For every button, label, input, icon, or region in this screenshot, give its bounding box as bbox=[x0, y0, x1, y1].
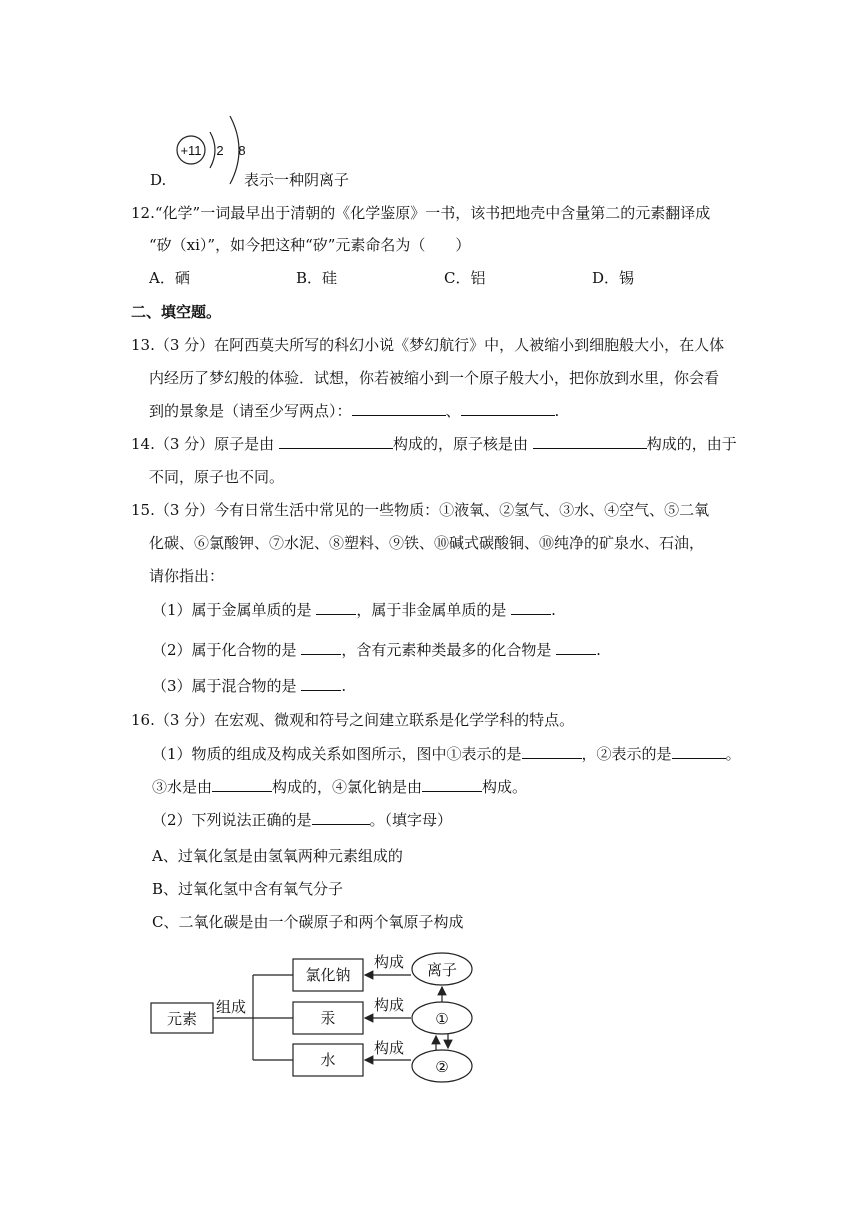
q16-sub-1-line-2 bbox=[152, 777, 527, 797]
q15-sub-3 bbox=[152, 676, 346, 696]
q13-separator: 、 bbox=[445, 402, 461, 420]
water-label: 水 bbox=[320, 1051, 336, 1069]
compose-label: 组成 bbox=[215, 998, 247, 1016]
q15-blank-nonmetal[interactable] bbox=[511, 600, 551, 615]
q12-line-2: “矽（xi）”，如今把这种“矽”元素命名为（ ） bbox=[149, 236, 471, 254]
constitute-label-2: 构成 bbox=[373, 996, 405, 1014]
q15-sub1-prompt: （1）属于金属单质的是 bbox=[152, 601, 312, 619]
q12-option-b: B．硅 bbox=[296, 269, 338, 287]
q16-option-c: C、二氧化碳是由一个碳原子和两个氧原子构成 bbox=[152, 913, 464, 931]
q15-sub2-mid: ，含有元素种类最多的化合物是 bbox=[341, 641, 552, 659]
q12-option-c: C．铝 bbox=[444, 269, 486, 287]
q14-mid: 构成的，原子核是由 bbox=[392, 435, 528, 453]
q16-nacl-prompt: 构成的，④氯化钠是由 bbox=[272, 778, 423, 796]
q15-sub2-end: . bbox=[596, 641, 601, 659]
q14-line-2: 不同，原子也不同。 bbox=[149, 468, 285, 486]
q15-line-3: 请你指出： bbox=[149, 567, 225, 585]
q14-blank-2[interactable] bbox=[533, 434, 647, 449]
q14-line-1 bbox=[131, 434, 737, 454]
q15-line-2: 化碳、⑥氯酸钾、⑦水泥、⑧塑料、⑨铁、⑩碱式碳酸铜、⑩纯净的矿泉水、石油， bbox=[149, 534, 705, 552]
q16-blank-2[interactable] bbox=[672, 744, 726, 759]
q13-line-3-prompt: 到的景象是（请至少写两点）： bbox=[149, 402, 352, 420]
sodium-ion-structure-diagram bbox=[172, 108, 252, 188]
q16-blank-3[interactable] bbox=[212, 777, 272, 792]
q16-water-prompt: ③水是由 bbox=[152, 778, 213, 796]
q15-sub2-prompt: （2）属于化合物的是 bbox=[152, 641, 297, 659]
q14-prompt: 14.（3 分）原子是由 bbox=[131, 435, 275, 453]
q15-sub3-prompt: （3）属于混合物的是 bbox=[152, 677, 297, 695]
q16-sub1-end: 。 bbox=[725, 745, 741, 763]
q15-sub1-mid: ，属于非金属单质的是 bbox=[356, 601, 507, 619]
q11-option-d-letter: D. bbox=[150, 171, 167, 189]
q16-option-b: B、过氧化氢中含有氧气分子 bbox=[152, 880, 344, 898]
q16-blank-1[interactable] bbox=[522, 744, 582, 759]
q15-line-1: 15.（3 分）今有日常生活中常见的一些物质：①液氧、②氢气、③水、④空气、⑤二氧 bbox=[131, 501, 710, 519]
q11-option-d-text: 表示一种阴离子 bbox=[244, 171, 350, 189]
q14-end: 构成的，由于 bbox=[646, 435, 737, 453]
q13-line-2: 内经历了梦幻般的体验．试想，你若被缩小到一个原子般大小，把你放到水里，你会看 bbox=[149, 369, 720, 387]
q13-blank-1[interactable] bbox=[352, 401, 446, 416]
q16-sub1-mid: ，②表示的是 bbox=[581, 745, 672, 763]
q13-end: . bbox=[554, 402, 560, 420]
q12-option-d: D．锡 bbox=[592, 269, 635, 287]
q16-line-1: 16.（3 分）在宏观、微观和符号之间建立联系是化学学科的特点。 bbox=[131, 711, 575, 729]
constitute-label-3: 构成 bbox=[373, 1039, 405, 1057]
q15-blank-most-elements[interactable] bbox=[556, 640, 596, 655]
q15-blank-mixture[interactable] bbox=[301, 676, 341, 691]
q12-option-a: A．硒 bbox=[149, 269, 190, 287]
circle-2-label: ② bbox=[435, 1058, 449, 1076]
q13-blank-2[interactable] bbox=[461, 401, 555, 416]
q12-line-1: 12.“化学”一词最早出于清朝的《化学鉴原》一书，该书把地壳中含量第二的元素翻译成 bbox=[131, 204, 711, 222]
nucleus-charge: +11 bbox=[180, 143, 202, 158]
electron-shell-1 bbox=[210, 132, 215, 168]
circle-1-label: ① bbox=[435, 1010, 449, 1028]
section-title: 二、填空题。 bbox=[131, 303, 222, 321]
q13-line-3 bbox=[149, 401, 559, 421]
q14-blank-1[interactable] bbox=[279, 434, 393, 449]
ion-label: 离子 bbox=[426, 961, 458, 979]
q15-sub3-end: . bbox=[341, 677, 347, 695]
q16-sub-1-line-1 bbox=[152, 744, 741, 764]
q16-sub1-prompt: （1）物质的组成及构成关系如图所示，图中①表示的是 bbox=[152, 745, 522, 763]
q15-sub-2 bbox=[152, 640, 601, 660]
q16-option-a: A、过氧化氢是由氢氧两种元素组成的 bbox=[152, 847, 403, 865]
constitute-label-1: 构成 bbox=[373, 953, 405, 971]
mercury-label: 汞 bbox=[320, 1009, 336, 1027]
q15-sub1-end: . bbox=[551, 601, 556, 619]
q15-blank-compound[interactable] bbox=[301, 640, 341, 655]
substance-composition-diagram bbox=[145, 945, 480, 1085]
q16-sub2-prompt: （2）下列说法正确的是 bbox=[152, 811, 312, 829]
q16-sub2-end: 。（填字母） bbox=[369, 811, 453, 829]
element-label: 元素 bbox=[166, 1010, 198, 1028]
q16-blank-5[interactable] bbox=[312, 810, 370, 825]
q13-line-1: 13.（3 分）在阿西莫夫所写的科幻小说《梦幻航行》中，人被缩小到细胞般大小，在人体 bbox=[131, 336, 725, 354]
shell2-electrons: 8 bbox=[238, 143, 246, 158]
nacl-label: 氯化钠 bbox=[305, 966, 351, 984]
q16-sub-2 bbox=[152, 810, 452, 830]
q16-sub1-tail: 构成。 bbox=[482, 778, 528, 796]
shell1-electrons: 2 bbox=[216, 143, 224, 158]
q15-sub-1 bbox=[152, 600, 556, 620]
q16-blank-4[interactable] bbox=[422, 777, 482, 792]
q15-blank-metal[interactable] bbox=[316, 600, 356, 615]
